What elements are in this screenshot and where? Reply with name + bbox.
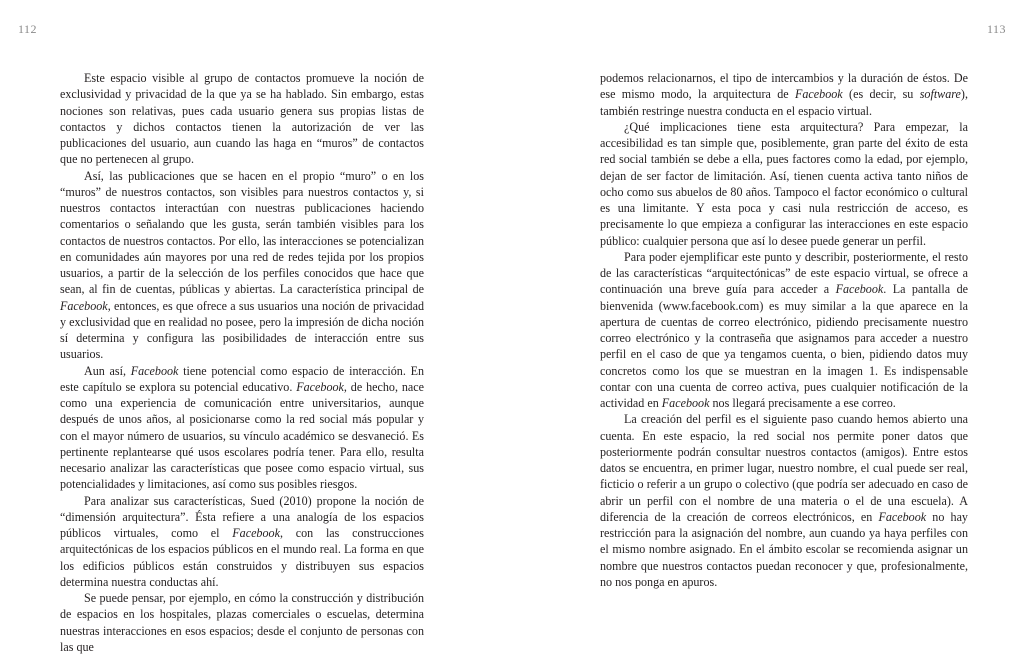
paragraph: La creación del perfil es el siguiente paso cuando hemos abierto una cuenta. En este espacio, la red social nos permite poner datos que posteriormente podrán consultar nuestros contactos (amigos). Entre estos datos se encuentra, en primer lugar, nuestro nombre, el cual puede ser real, ficticio o referir a un grupo o colectivo (que podría ser adecuado en caso de abrir un perfil con el nombre de una materia o el de una escuela). A diferencia de la creación de correos electrónicos, en Facebook no hay restricción para la asignación del nombre, aun cuando ya haya perfiles con el mismo nombre asignado. En el ámbito escolar se recomienda asignar un nombre que nuestros contactos puedan reconocer y que, profesionalmente, no nos ponga en apuros. [600, 412, 968, 589]
italic-term: Facebook [795, 87, 843, 102]
italic-term: Facebook [60, 298, 108, 313]
right-page-body [600, 70, 968, 590]
page-number-left: 112 [18, 22, 38, 36]
paragraph: Se puede pensar, por ejemplo, en cómo la construcción y distribución de espacios en los hospitales, plazas comerciales o escuelas, determina nuestras interacciones en esos espacios; desde el conjunto de personas con las que [60, 591, 424, 654]
italic-term: Facebook [878, 509, 927, 524]
paragraph: Para poder ejemplificar este punto y describir, posteriormente, el resto de las características “arquitectónicas” de este espacio virtual, se ofrece a continuación una breve guía para acceder a Facebook. La pantalla de bienvenida (www.facebook.com) es muy similar a la que aparece en la apertura de cuentas de correo electrónico, pidiendo precisamente nuestro correo electrónico y la contraseña que asignamos para acceder a nuestro perfil en el caso de que ya tengamos cuenta, o bien, pidiendo datos muy concretos como los que se muestran en la imagen 1. Es indispensable contar con una cuenta de correo activa, pues cualquier notificación de la actividad en Facebook nos llegará precisamente a ese correo. [600, 249, 968, 410]
page-number-right: 113 [986, 22, 1006, 36]
paragraph: podemos relacionarnos, el tipo de intercambios y la duración de éstos. De ese mismo modo, la arquitectura de Facebook (es decir, su software), también restringe nuestra conducta en el espacio virtual. [600, 71, 968, 118]
italic-term: Facebook [835, 282, 884, 297]
paragraph: Para analizar sus características, Sued (2010) propone la noción de “dimensión arquitectura”. Ésta refiere a una analogía de los espacios públicos virtuales, como el Facebook, con las construcciones arquitectónicas de los espacios públicos en el mundo real. La forma en que los edificios públicos están construidos y distribuyen sus espacios determina nuestra conductas ahí. [60, 493, 424, 589]
italic-term: Facebook [232, 526, 280, 540]
italic-term: Facebook [296, 379, 344, 394]
paragraph: Aun así, Facebook tiene potencial como espacio de interacción. En este capítulo se explora su potencial educativo. Facebook, de hecho, nace como una experiencia de comunicación entre universitarios, aunque después de unos años, al posicionarse como la red social más popular y con el mayor número de usuarios, su vínculo académico se desvaneció. Es pertinente replantearse qué usos escolares podría tener. Para ello, resulta necesario analizar las características que posee como espacio virtual, sus potencialidades y limitaciones, así como sus posibles riesgos. [60, 363, 424, 492]
italic-term: Facebook [130, 363, 179, 378]
left-page-body [60, 70, 424, 655]
italic-term: software [919, 87, 961, 102]
paragraph: ¿Qué implicaciones tiene esta arquitectura? Para empezar, la accesibilidad es tan simple que, posiblemente, gran parte del éxito de esta red social también se debe a ella, pues factores como la edad, por ejemplo, dejan de ser factor de limitación. Así, tienen cuenta activa tanto niños de ocho como sus abuelos de 80 años. Tampoco el factor económico o cultural es una limitante. Y esta poca y casi nula restricción de acceso, es precisamente lo que empieza a configurar las interacciones en este espacio público: cualquier persona que así lo desee puede generar un perfil. [600, 119, 968, 248]
paragraph: Este espacio visible al grupo de contactos promueve la noción de exclusividad y privacidad de la que ya se ha hablado. Sin embargo, estas nociones son relativas, pues cada usuario genera sus propias listas de contactos y dichos contactos tienen la autorización de ver las publicaciones del usuario, aun cuando las haga en “muros” de contactos que no pertenecen al grupo. [60, 71, 424, 167]
italic-term: Facebook [661, 396, 710, 410]
paragraph: Así, las publicaciones que se hacen en el propio “muro” o en los “muros” de nuestros contactos, son visibles para nuestros contactos y, si nuestros contactos interactúan con nuestras publicaciones haciendo comentarios o señalando que les gusta, serán también visibles para los contactos de nuestros contactos. Por ello, las interacciones se potencializan en comunidades aún mayores por una red de redes tejida por los propios usuarios, a partir de la selección de los perfiles conocidos que hace que sean, al fin de cuentas, públicas y abiertas. La característica principal de Facebook, entonces, es que ofrece a sus usuarios una noción de privacidad y exclusividad que en realidad no posee, pero la impresión de dicha noción sí determina y configura las posibilidades de interacción entre sus usuarios. [60, 168, 424, 362]
